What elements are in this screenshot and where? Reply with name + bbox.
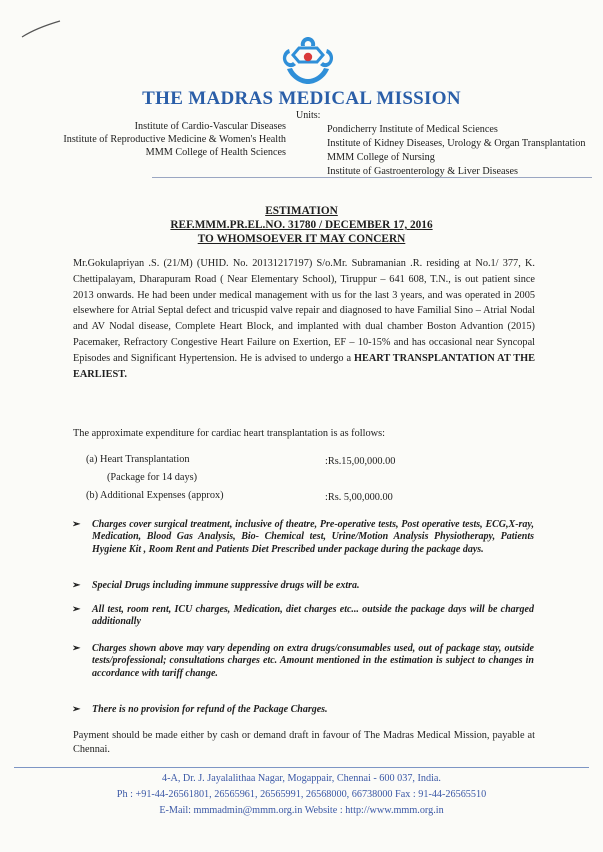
bullet-item: ➢ There is no provision for refund of the Package Charges. (72, 704, 328, 715)
payment-note: Payment should be made either by cash or demand draft in favour of The Madras Medical Mission, payable at Chennai. (73, 730, 535, 755)
unit-right-item: Pondicherry Institute of Medical Sciences (327, 124, 498, 135)
unit-right-item: MMM College of Nursing (327, 152, 435, 163)
units-right-list (327, 123, 597, 179)
cost-amount: :Rs. 5,00,000.00 (325, 492, 393, 503)
units-label: Units: (296, 110, 321, 121)
bullet-item: ➢ All test, room rent, ICU charges, Medication, diet charges etc... outside the package days will be charged additionally (72, 604, 534, 628)
cost-item: (b) Additional Expenses (approx) (86, 490, 224, 501)
transplant-recommendation: HEART TRANSPLANTATION AT THE EARLIEST. (73, 352, 535, 380)
footer-divider (14, 767, 589, 768)
patient-paragraph-text: Mr.Gokulapriyan .S. (21/M) (UHID. No. 20131217197) S/o.Mr. Subramanian .R. residing at No.1/ 377, K. Chettipalayam, Dharapuram Road ( Near Elementary School), Tiruppur – 641 608, T.N., is out patient since 2013 onwards. He had been under medical management with us for the last 3 years, and was operated in 2005 elsewhere for Atrial Septal defect and tricuspid valve repair and diagnosed to have Familial Sino – Atrial Nodal and AV Nodal disease, Complete Heart Block, and implanted with dual chamber Boston Advantion (2015) Pacemaker, Refractory Congestive Heart Failure on Exertion, EF – 10-15% and has occasional near Syncopal Episodes and Significant Hypertension. He is advised to undergo a (73, 258, 535, 364)
arrow-bullet-icon: ➢ (72, 580, 81, 591)
addressee: TO WHOMSOEVER IT MAY CONCERN (197, 233, 406, 245)
footer-address: 4-A, Dr. J. Jayalalithaa Nagar, Mogappair, Chennai - 600 037, India. (162, 773, 441, 784)
header-divider (152, 177, 592, 178)
org-name: THE MADRAS MEDICAL MISSION (142, 88, 461, 109)
unit-left-item: MMM College of Health Sciences (145, 147, 286, 158)
patient-paragraph (73, 256, 535, 382)
unit-right-item: Institute of Kidney Diseases, Urology & Organ Transplantation (327, 138, 586, 149)
reference-number: REF.MMM.PR.EL.NO. 31780 / DECEMBER 17, 2016 (170, 219, 433, 231)
pen-mark (18, 18, 64, 40)
units-left-list (60, 120, 286, 159)
expenditure-intro: The approximate expenditure for cardiac heart transplantation is as follows: (73, 428, 385, 439)
arrow-bullet-icon: ➢ (72, 704, 81, 715)
footer-phone: Ph : +91-44-26561801, 26565961, 26565991, 26568000, 66738000 Fax : 91-44-26565510 (116, 789, 487, 800)
unit-right-item: Institute of Gastroenterology & Liver Diseases (327, 166, 518, 177)
bullet-item: ➢ Special Drugs including immune suppressive drugs will be extra. (72, 580, 360, 591)
arrow-bullet-icon: ➢ (72, 519, 81, 530)
unit-left-item: Institute of Reproductive Medicine & Women's Health (63, 134, 286, 145)
cost-sub: (Package for 14 days) (107, 472, 198, 483)
unit-left-item: Institute of Cardio-Vascular Diseases (134, 121, 286, 132)
doc-title: ESTIMATION (265, 205, 338, 217)
arrow-bullet-icon: ➢ (72, 643, 81, 654)
cost-item: (a) Heart Transplantation (86, 454, 190, 465)
footer-contact: E-Mail: mmmadmin@mmm.org.in Website : http://www.mmm.org.in (159, 805, 444, 816)
bullet-item: ➢ Charges cover surgical treatment, inclusive of theatre, Pre-operative tests, Post operative tests, ECG,X-ray, Medication, Blood Gas Analysis, Bio- Chemical test, Urine/Motion Analysis Physiotherapy, Patients Hygiene Kit , Room Rent and Patients Diet Prescribed under package during the package days. (72, 519, 534, 555)
bullet-item: ➢ Charges shown above may vary depending on extra drugs/consumables used, out of package stay, outside tests/professional; consultations charges etc. Amount mentioned in the estimation is subject to changes in accordance with tariff change. (72, 643, 534, 679)
cost-amount: :Rs.15,00,000.00 (325, 456, 396, 467)
mmm-logo-icon (279, 35, 337, 87)
arrow-bullet-icon: ➢ (72, 604, 81, 615)
